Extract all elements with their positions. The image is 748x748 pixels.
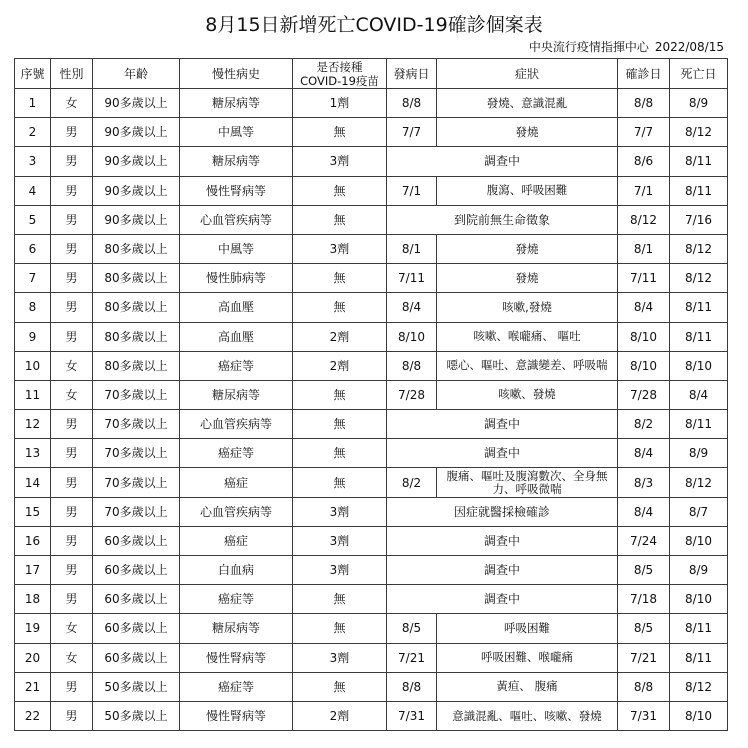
header-onset: 發病日 [387, 59, 437, 89]
cell-symptoms: 發燒 [437, 234, 618, 263]
cell-vaccine: 無 [293, 264, 387, 293]
table-row [15, 147, 728, 176]
cell-no: 17 [15, 556, 51, 585]
cell-no: 10 [15, 351, 51, 380]
cell-death: 8/10 [670, 585, 728, 614]
cell-chronic: 慢性腎病等 [180, 643, 293, 672]
cell-sex: 男 [51, 556, 93, 585]
cell-sex: 男 [51, 585, 93, 614]
cell-confirmed: 8/6 [618, 147, 670, 176]
table-header-row [15, 59, 728, 89]
cell-death: 8/9 [670, 439, 728, 468]
cell-age: 70多歲以上 [93, 410, 180, 439]
cell-sex: 男 [51, 410, 93, 439]
cell-chronic: 癌症 [180, 526, 293, 555]
cell-death: 8/9 [670, 556, 728, 585]
cell-onset: 7/1 [387, 176, 437, 205]
cell-onset: 7/11 [387, 264, 437, 293]
cell-confirmed: 8/8 [618, 672, 670, 701]
cell-vaccine: 1劑 [293, 89, 387, 118]
cell-sex: 男 [51, 497, 93, 526]
cell-death: 8/11 [670, 322, 728, 351]
cell-chronic: 中風等 [180, 118, 293, 147]
table-row [15, 351, 728, 380]
cell-chronic: 癌症等 [180, 672, 293, 701]
header-age: 年齡 [93, 59, 180, 89]
cell-no: 3 [15, 147, 51, 176]
cell-vaccine: 無 [293, 468, 387, 497]
table-row [15, 468, 728, 497]
cell-age: 60多歲以上 [93, 614, 180, 643]
cell-no: 14 [15, 468, 51, 497]
cell-vaccine: 2劑 [293, 322, 387, 351]
cell-age: 50多歲以上 [93, 701, 180, 730]
cell-vaccine: 無 [293, 672, 387, 701]
cell-death: 8/11 [670, 293, 728, 322]
cell-sex: 男 [51, 672, 93, 701]
cell-chronic: 癌症等 [180, 439, 293, 468]
cell-chronic: 糖尿病等 [180, 380, 293, 409]
cell-no: 8 [15, 293, 51, 322]
cell-onset-symptoms-merged: 因症就醫採檢確診 [387, 497, 618, 526]
cell-onset: 7/31 [387, 701, 437, 730]
table-row [15, 556, 728, 585]
cell-sex: 男 [51, 205, 93, 234]
cell-onset: 8/8 [387, 351, 437, 380]
cell-vaccine: 3劑 [293, 643, 387, 672]
cell-chronic: 心血管疾病等 [180, 497, 293, 526]
cell-chronic: 糖尿病等 [180, 614, 293, 643]
cell-onset: 8/5 [387, 614, 437, 643]
cell-sex: 男 [51, 293, 93, 322]
cell-vaccine: 無 [293, 439, 387, 468]
cell-onset: 7/21 [387, 643, 437, 672]
cell-age: 50多歲以上 [93, 672, 180, 701]
cell-symptoms: 咳嗽,發燒 [437, 293, 618, 322]
cell-symptoms: 咳嗽、發燒 [437, 380, 618, 409]
cell-symptoms: 呼吸困難、喉嚨痛 [437, 643, 618, 672]
cell-vaccine: 無 [293, 293, 387, 322]
cell-sex: 男 [51, 234, 93, 263]
cell-vaccine: 無 [293, 585, 387, 614]
cell-vaccine: 無 [293, 118, 387, 147]
header-death: 死亡日 [670, 59, 728, 89]
cell-sex: 女 [51, 643, 93, 672]
cell-sex: 男 [51, 147, 93, 176]
table-row [15, 672, 728, 701]
cell-chronic: 心血管疾病等 [180, 205, 293, 234]
cell-death: 8/10 [670, 701, 728, 730]
header-vaccine-line2: COVID-19疫苗 [300, 73, 379, 88]
cell-age: 80多歲以上 [93, 264, 180, 293]
cell-age: 60多歲以上 [93, 585, 180, 614]
cell-onset: 8/8 [387, 89, 437, 118]
cell-death: 8/11 [670, 410, 728, 439]
cell-no: 1 [15, 89, 51, 118]
cell-no: 2 [15, 118, 51, 147]
cell-death: 8/11 [670, 643, 728, 672]
header-vaccine [293, 59, 387, 89]
table-row [15, 293, 728, 322]
table-row [15, 643, 728, 672]
cell-death: 8/7 [670, 497, 728, 526]
cell-confirmed: 7/21 [618, 643, 670, 672]
cell-death: 8/11 [670, 614, 728, 643]
cell-death: 8/9 [670, 89, 728, 118]
cell-symptoms: 發燒 [437, 118, 618, 147]
cell-onset-symptoms-merged: 調查中 [387, 585, 618, 614]
cell-sex: 男 [51, 468, 93, 497]
cell-age: 70多歲以上 [93, 439, 180, 468]
cell-onset-symptoms-merged: 到院前無生命徵象 [387, 205, 618, 234]
cell-no: 22 [15, 701, 51, 730]
cell-chronic: 慢性腎病等 [180, 176, 293, 205]
cell-sex: 女 [51, 380, 93, 409]
case-table [14, 58, 728, 731]
cell-symptoms: 咳嗽、喉嚨痛、 嘔吐 [437, 322, 618, 351]
cell-no: 9 [15, 322, 51, 351]
cell-vaccine: 無 [293, 380, 387, 409]
cell-confirmed: 8/5 [618, 556, 670, 585]
cell-no: 16 [15, 526, 51, 555]
cell-death: 8/12 [670, 234, 728, 263]
cell-chronic: 白血病 [180, 556, 293, 585]
cell-death: 8/10 [670, 351, 728, 380]
cell-death: 7/16 [670, 205, 728, 234]
cell-chronic: 高血壓 [180, 293, 293, 322]
cell-confirmed: 7/24 [618, 526, 670, 555]
cell-death: 8/11 [670, 147, 728, 176]
cell-no: 18 [15, 585, 51, 614]
cell-no: 6 [15, 234, 51, 263]
header-sex: 性別 [51, 59, 93, 89]
cell-age: 80多歲以上 [93, 351, 180, 380]
table-row [15, 585, 728, 614]
cell-confirmed: 7/28 [618, 380, 670, 409]
cell-confirmed: 7/11 [618, 264, 670, 293]
cell-confirmed: 8/4 [618, 497, 670, 526]
cell-vaccine: 2劑 [293, 351, 387, 380]
cell-death: 8/11 [670, 176, 728, 205]
cell-confirmed: 7/1 [618, 176, 670, 205]
header-no: 序號 [15, 59, 51, 89]
cell-chronic: 心血管疾病等 [180, 410, 293, 439]
cell-sex: 女 [51, 351, 93, 380]
cell-confirmed: 8/10 [618, 322, 670, 351]
cell-age: 60多歲以上 [93, 643, 180, 672]
cell-sex: 男 [51, 118, 93, 147]
cell-vaccine: 2劑 [293, 701, 387, 730]
cell-age: 70多歲以上 [93, 468, 180, 497]
cell-symptoms: 黃疸、 腹痛 [437, 672, 618, 701]
cell-age: 70多歲以上 [93, 380, 180, 409]
cell-death: 8/12 [670, 118, 728, 147]
case-rows [15, 89, 728, 731]
cell-vaccine: 無 [293, 410, 387, 439]
cell-no: 5 [15, 205, 51, 234]
cell-symptoms: 發燒、意識混亂 [437, 89, 618, 118]
cell-confirmed: 8/4 [618, 439, 670, 468]
cell-vaccine: 無 [293, 205, 387, 234]
cell-no: 7 [15, 264, 51, 293]
table-row [15, 410, 728, 439]
cell-confirmed: 7/31 [618, 701, 670, 730]
cell-death: 8/12 [670, 672, 728, 701]
cell-confirmed: 7/18 [618, 585, 670, 614]
cell-confirmed: 8/1 [618, 234, 670, 263]
cell-sex: 男 [51, 701, 93, 730]
cell-confirmed: 8/4 [618, 293, 670, 322]
header-symptoms: 症狀 [437, 59, 618, 89]
cell-no: 20 [15, 643, 51, 672]
cell-onset-symptoms-merged: 調查中 [387, 147, 618, 176]
table-row [15, 614, 728, 643]
cell-symptoms: 發燒 [437, 264, 618, 293]
table-row [15, 497, 728, 526]
cell-chronic: 糖尿病等 [180, 147, 293, 176]
cell-vaccine: 無 [293, 614, 387, 643]
cell-onset-symptoms-merged: 調查中 [387, 439, 618, 468]
publish-date: 2022/08/15 [654, 40, 724, 54]
cell-confirmed: 8/10 [618, 351, 670, 380]
cell-sex: 男 [51, 526, 93, 555]
cell-onset-symptoms-merged: 調查中 [387, 410, 618, 439]
cell-symptoms: 噁心、嘔吐、意識變差、呼吸喘 [437, 351, 618, 380]
cell-death: 8/12 [670, 468, 728, 497]
cell-sex: 男 [51, 322, 93, 351]
cell-age: 90多歲以上 [93, 147, 180, 176]
cell-vaccine: 無 [293, 176, 387, 205]
cell-confirmed: 8/5 [618, 614, 670, 643]
cell-symptoms: 呼吸困難 [437, 614, 618, 643]
cell-symptoms: 腹痛、嘔吐及腹瀉數次、全身無力、呼吸微喘 [437, 468, 618, 497]
cell-age: 60多歲以上 [93, 526, 180, 555]
cell-age: 90多歲以上 [93, 176, 180, 205]
cell-death: 8/10 [670, 526, 728, 555]
cell-vaccine: 3劑 [293, 147, 387, 176]
cell-age: 90多歲以上 [93, 89, 180, 118]
cell-confirmed: 8/12 [618, 205, 670, 234]
cell-age: 90多歲以上 [93, 205, 180, 234]
cell-chronic: 糖尿病等 [180, 89, 293, 118]
cell-age: 80多歲以上 [93, 322, 180, 351]
cell-confirmed: 7/7 [618, 118, 670, 147]
cell-confirmed: 8/2 [618, 410, 670, 439]
cell-onset: 8/10 [387, 322, 437, 351]
table-row [15, 439, 728, 468]
cell-no: 11 [15, 380, 51, 409]
header-chronic: 慢性病史 [180, 59, 293, 89]
cell-symptoms: 腹瀉、呼吸困難 [437, 176, 618, 205]
cell-onset: 8/2 [387, 468, 437, 497]
cell-onset: 8/8 [387, 672, 437, 701]
cell-chronic: 高血壓 [180, 322, 293, 351]
cell-onset: 8/1 [387, 234, 437, 263]
cell-age: 80多歲以上 [93, 234, 180, 263]
page-title: 8月15日新增死亡COVID-19確診個案表 [205, 14, 543, 36]
cell-age: 70多歲以上 [93, 497, 180, 526]
table-row [15, 264, 728, 293]
cell-vaccine: 3劑 [293, 234, 387, 263]
cell-vaccine: 3劑 [293, 497, 387, 526]
table-row [15, 205, 728, 234]
cell-onset: 7/28 [387, 380, 437, 409]
cell-no: 19 [15, 614, 51, 643]
table-row [15, 380, 728, 409]
cell-age: 80多歲以上 [93, 293, 180, 322]
cell-age: 90多歲以上 [93, 118, 180, 147]
table-row [15, 526, 728, 555]
cell-no: 12 [15, 410, 51, 439]
cell-no: 15 [15, 497, 51, 526]
cell-sex: 女 [51, 614, 93, 643]
cell-chronic: 癌症 [180, 468, 293, 497]
cell-sex: 女 [51, 89, 93, 118]
table-row [15, 176, 728, 205]
table-row [15, 322, 728, 351]
cell-onset: 7/7 [387, 118, 437, 147]
cell-chronic: 癌症等 [180, 585, 293, 614]
cell-vaccine: 3劑 [293, 526, 387, 555]
table-row [15, 89, 728, 118]
cell-onset-symptoms-merged: 調查中 [387, 556, 618, 585]
table-row [15, 234, 728, 263]
cell-no: 13 [15, 439, 51, 468]
cell-sex: 男 [51, 176, 93, 205]
cell-confirmed: 8/8 [618, 89, 670, 118]
table-row [15, 118, 728, 147]
cell-no: 21 [15, 672, 51, 701]
table-row [15, 701, 728, 730]
cell-chronic: 癌症等 [180, 351, 293, 380]
cell-death: 8/12 [670, 264, 728, 293]
cell-sex: 男 [51, 439, 93, 468]
header-confirmed: 確診日 [618, 59, 670, 89]
cell-age: 60多歲以上 [93, 556, 180, 585]
cell-chronic: 慢性腎病等 [180, 701, 293, 730]
cell-vaccine: 3劑 [293, 556, 387, 585]
cell-onset: 8/4 [387, 293, 437, 322]
cell-sex: 男 [51, 264, 93, 293]
cell-onset-symptoms-merged: 調查中 [387, 526, 618, 555]
cell-symptoms: 意識混亂、嘔吐、咳嗽、發燒 [437, 701, 618, 730]
cell-death: 8/4 [670, 380, 728, 409]
cell-chronic: 中風等 [180, 234, 293, 263]
issuer-name: 中央流行疫情指揮中心 [528, 40, 649, 54]
header-vaccine-line1: 是否接種 [316, 59, 363, 74]
issuer-line [529, 40, 724, 54]
cell-confirmed: 8/3 [618, 468, 670, 497]
cell-no: 4 [15, 176, 51, 205]
cell-chronic: 慢性肺病等 [180, 264, 293, 293]
